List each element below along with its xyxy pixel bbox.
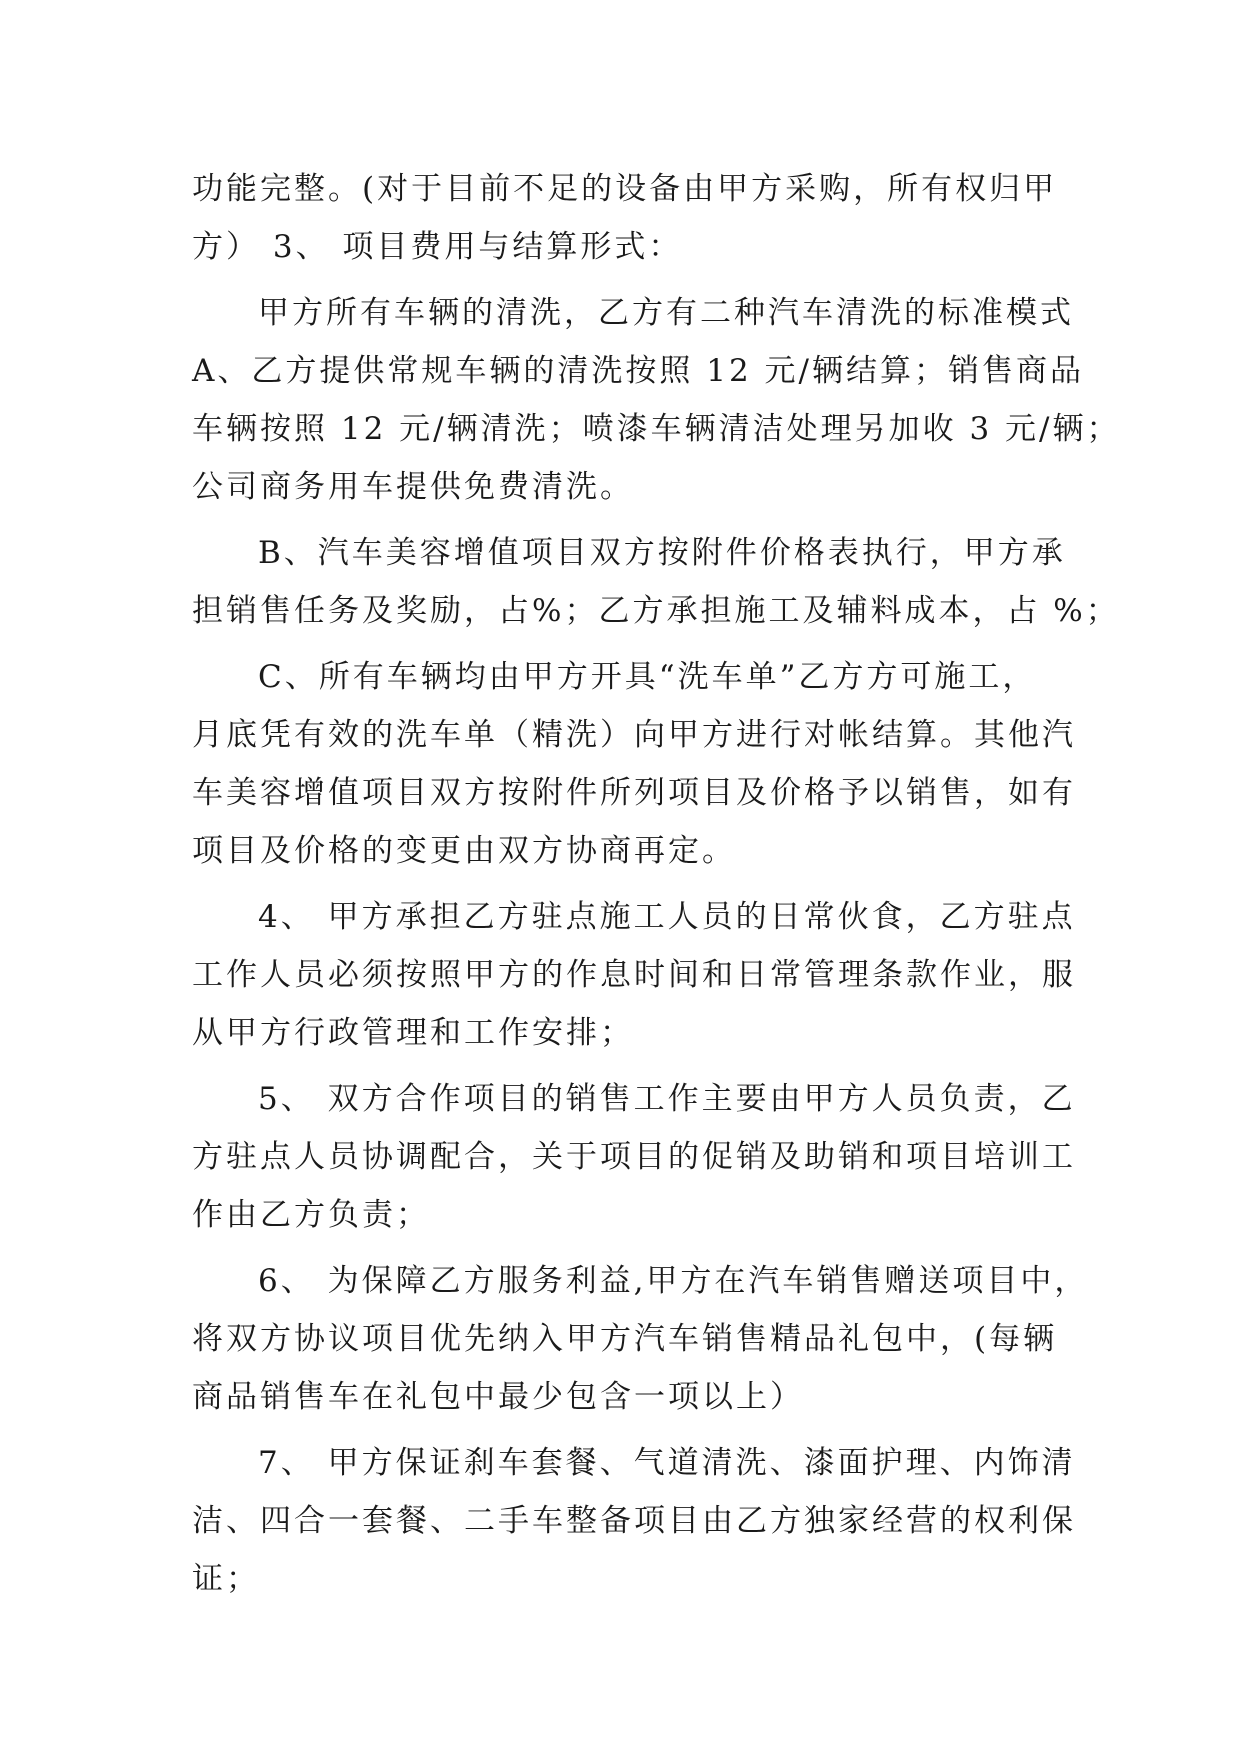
- text-line: 功能完整。(对于目前不足的设备由甲方采购，所有权归甲: [192, 171, 1058, 207]
- text-line: 从甲方行政管理和工作安排；: [192, 1015, 634, 1051]
- paragraph-c: [192, 648, 1076, 880]
- text-line: 7、 甲方保证刹车套餐、气道清洗、漆面护理、内饰清: [258, 1445, 1076, 1481]
- paragraph-clean-mode: [192, 284, 1121, 516]
- text-line: 方） 3、 项目费用与结算形式：: [192, 229, 683, 265]
- text-line: 担销售任务及奖励，占%；乙方承担施工及辅料成本，占 %；: [192, 593, 1120, 629]
- text-line: 甲方所有车辆的清洗，乙方有二种汽车清洗的标准模式: [258, 295, 1074, 331]
- text-line: 作由乙方负责；: [192, 1197, 430, 1233]
- text-line: 商品销售车在礼包中最少包含一项以上）: [192, 1379, 804, 1415]
- paragraph-6: [192, 1252, 1089, 1426]
- text-line: 4、 甲方承担乙方驻点施工人员的日常伙食，乙方驻点: [258, 899, 1076, 935]
- paragraph-intro: [192, 160, 1062, 276]
- text-line: 公司商务用车提供免费清洗。: [192, 469, 634, 505]
- document-body: [192, 160, 1121, 1608]
- paragraph-5: [192, 1070, 1076, 1244]
- text-line: 车辆按照 12 元/辆清洗；喷漆车辆清洁处理另加收 3 元/辆；: [192, 411, 1121, 447]
- text-line: 将双方协议项目优先纳入甲方汽车销售精品礼包中，(每辆: [192, 1321, 1058, 1357]
- text-line: 工作人员必须按照甲方的作息时间和日常管理条款作业，服: [192, 957, 1076, 993]
- text-line: 项目及价格的变更由双方协商再定。: [192, 833, 736, 869]
- text-line: C、所有车辆均由甲方开具“洗车单”乙方方可施工，: [258, 659, 1037, 695]
- text-line: 洁、四合一套餐、二手车整备项目由乙方独家经营的权利保: [192, 1503, 1076, 1539]
- text-line: 5、 双方合作项目的销售工作主要由甲方人员负责，乙: [258, 1081, 1076, 1117]
- paragraph-b: [192, 524, 1120, 640]
- text-line: 月底凭有效的洗车单（精洗）向甲方进行对帐结算。其他汽: [192, 717, 1076, 753]
- paragraph-4: [192, 888, 1076, 1062]
- text-line: 证；: [192, 1561, 260, 1597]
- paragraph-7: [192, 1434, 1076, 1608]
- text-line: A、乙方提供常规车辆的清洗按照 12 元/辆结算；销售商品: [192, 353, 1084, 389]
- text-line: B、汽车美容增值项目双方按附件价格表执行，甲方承: [258, 535, 1066, 571]
- text-line: 6、 为保障乙方服务利益,甲方在汽车销售赠送项目中，: [258, 1263, 1089, 1299]
- text-line: 车美容增值项目双方按附件所列项目及价格予以销售，如有: [192, 775, 1076, 811]
- text-line: 方驻点人员协调配合，关于项目的促销及助销和项目培训工: [192, 1139, 1076, 1175]
